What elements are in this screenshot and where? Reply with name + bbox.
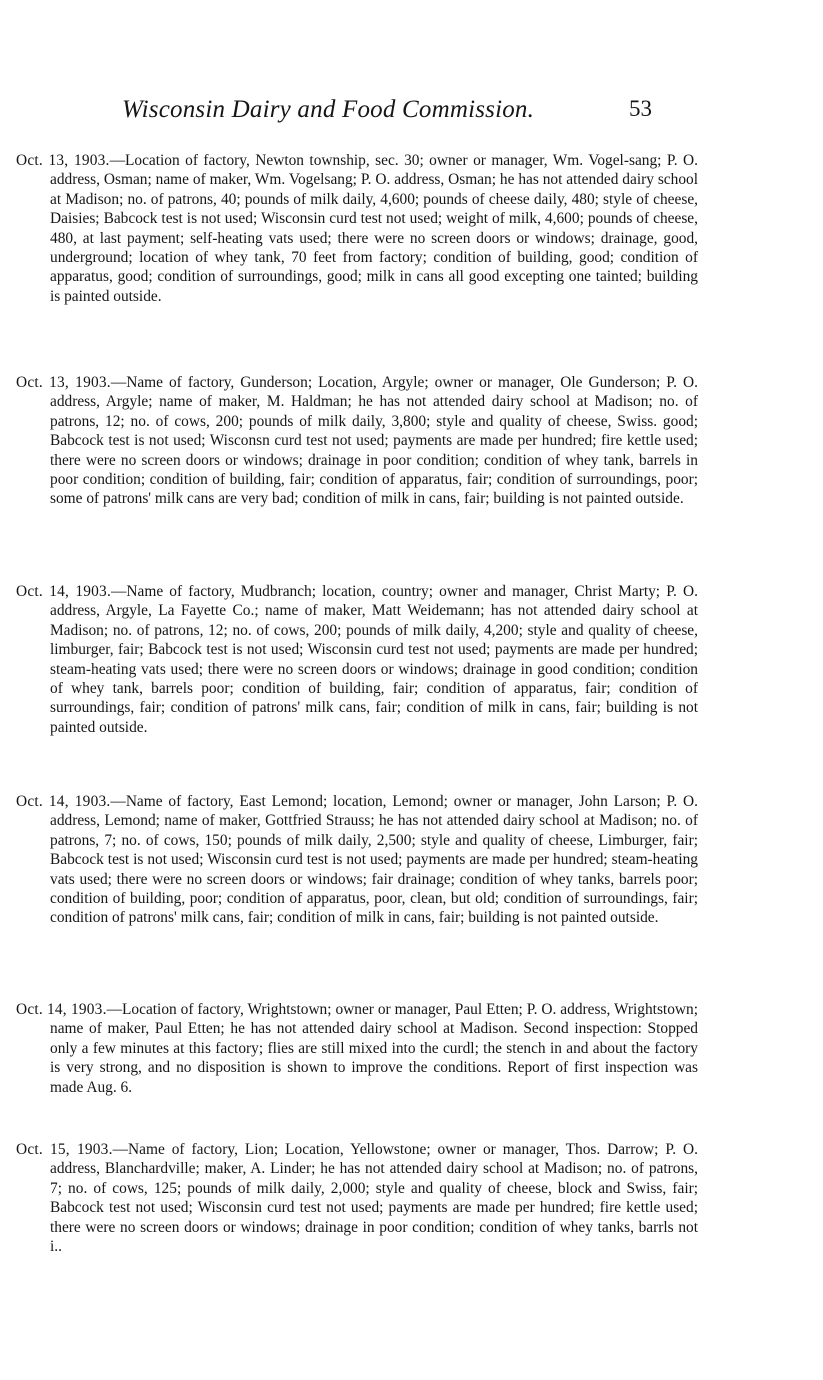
page-header: [0, 96, 823, 136]
inspection-entry: [16, 1140, 698, 1256]
inspection-entry-gunderson-prev: [16, 151, 698, 306]
entry-text: —Name of factory, East Lemond; location, Lemond; owner or manager, John Larson; P. O. address, Lemond; name of maker, Gottfried Strauss; he has not attended dairy school at Madison; no. of patrons, 7; no. of cows, 150; pounds of milk daily, 2,500; style and quality of cheese, Limburger, fair; Babcock test is not used; Wisconsin curd test is not used; payments are made per hundred; steam-heating vats used; there were no screen doors or windows; fair drainage; condition of whey tanks, barrels poor; condition of building, poor; condition of apparatus, poor, clean, but old; condition of surroundings, fair; condition of patrons' milk cans, fair; condition of milk in cans, fair; building is not painted outside.: [50, 793, 698, 927]
entry-text: —Location of factory, Wrightstown; owner or manager, Paul Etten; P. O. address, Wrightstown; name of maker, Paul Etten; he has not attended dairy school at Madison. Second inspection: Stopped only a few minutes at this factory; flies are still mixed into the curdl; the stench in and about the factory is very strong, and no disposition is shown to improve the conditions. Report of first inspection was made Aug. 6.: [50, 1001, 698, 1096]
inspection-entry: [16, 373, 698, 509]
entry-date: Oct. 15, 1903.: [16, 1141, 113, 1158]
entry-date: Oct. 13, 1903.: [16, 152, 110, 169]
entry-text: —Name of factory, Mudbranch; location, country; owner and manager, Christ Marty; P. O. address, Argyle, La Fayette Co.; name of maker, Matt Weidemann; has not attended dairy school at Madison; no. of patrons, 12; no. of cows, 200; pounds of milk daily, 4,200; style and quality of cheese, limburger, fair; Babcock test is not used; Wisconsin curd test not used; payments are made per hundred; steam-heating vats used; there were no screen doors or windows; drainage in good condition; condition of whey tank, barrels poor; condition of building, fair; condition of apparatus, fair; condition of surroundings, fair; condition of patrons' milk cans, fair; condition of milk in cans, fair; building is not painted outside.: [50, 583, 698, 736]
entry-text: —Name of factory, Lion; Location, Yellowstone; owner or manager, Thos. Darrow; P. O. address, Blanchardville; maker, A. Linder; he has not attended dairy school at Madison; no. of patrons, 7; no. of cows, 125; pounds of milk daily, 2,000; style and quality of cheese, block and Swiss, fair; Babcock test not used; Wisconsin curd test not used; payments are made per hundred; fire kettle used; there were no screen doors or windows; drainage in poor condition; condition of whey tanks, barrls not i..: [50, 1141, 699, 1256]
entry-date: Oct. 14, 1903.: [16, 793, 111, 810]
inspection-entry: [16, 582, 698, 737]
running-title: Wisconsin Dairy and Food Commission.: [122, 96, 535, 123]
inspection-entry: [16, 792, 698, 928]
entry-text: —Location of factory, Newton township, sec. 30; owner or manager, Wm. Vogel-sang; P. O. address, Osman; name of maker, Wm. Vogelsang; P. O. address, Osman; he has not attended dairy school at Madison; no. of patrons, 40; pounds of milk daily, 4,600; pounds of cheese daily, 480; style of cheese, Daisies; Babcock test is not used; Wisconsin curd test not used; weight of milk, 4,600; pounds of cheese, 480, at last payment; self-heating vats used; there were no screen doors or windows; drainage, good, underground; location of whey tank, 70 feet from factory; condition of building, good; condition of apparatus, good; condition of surroundings, good; milk in cans all good excepting one tainted; building is painted outside.: [50, 152, 698, 305]
page-number: 53: [629, 96, 652, 121]
entry-date: Oct. 14, 1903.: [16, 583, 112, 600]
entry-date: Oct. 13, 1903.: [16, 374, 111, 391]
inspection-entry: [16, 1000, 698, 1097]
entry-date: Oct. 14, 1903.: [16, 1001, 107, 1018]
entry-text: —Name of factory, Gunderson; Location, Argyle; owner or manager, Ole Gunderson; P. O. address, Argyle; name of maker, M. Haldman; he has not attended dairy school at Madison; no. of patrons, 12; no. of cows, 200; pounds of milk daily, 3,800; style and quality of cheese, Swiss. good; Babcock test is not used; Wisconsn curd test not used; payments are made per hundred; fire kettle used; there were no screen doors or windows; drainage in poor condition; condition of whey tank, barrels in poor condition; condition of building, fair; condition of apparatus, fair; condition of surroundings, poor; some of patrons' milk cans are very bad; condition of milk in cans, fair; building is not painted outside.: [50, 374, 699, 508]
